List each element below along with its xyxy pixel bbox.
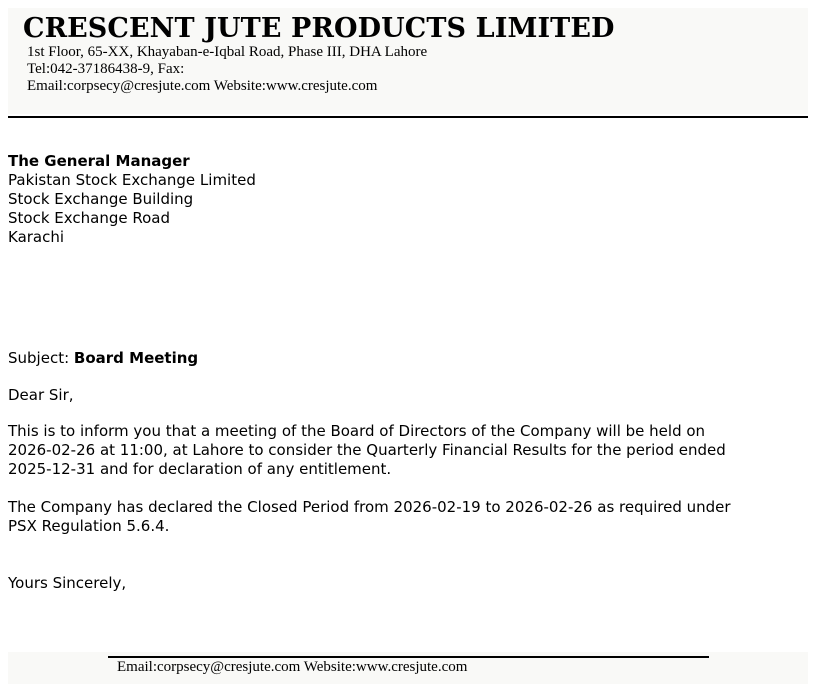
recipient-line: Stock Exchange Building (8, 190, 194, 208)
company-tel-fax: Tel:042-37186438-9, Fax: (27, 61, 185, 77)
recipient-line: Pakistan Stock Exchange Limited (8, 171, 256, 189)
paragraph-line: 2026-02-26 at 11:00, at Lahore to consider the Quarterly Financial Results for the period ended (8, 441, 726, 459)
body-paragraph (8, 498, 731, 536)
recipient-title: The General Manager (8, 152, 190, 170)
company-email-website: Email:corpsecy@cresjute.com Website:www.cresjute.com (27, 78, 378, 94)
company-address: 1st Floor, 65-XX, Khayaban-e-Iqbal Road, Phase III, DHA Lahore (27, 44, 428, 60)
header-divider (8, 116, 808, 118)
subject-label: Subject: (8, 349, 70, 367)
company-name: CRESCENT JUTE PRODUCTS LIMITED (23, 13, 615, 44)
subject-line (8, 349, 198, 368)
paragraph-line: 2025-12-31 and for declaration of any entitlement. (8, 460, 392, 478)
salutation: Dear Sir, (8, 386, 74, 404)
paragraph-line: PSX Regulation 5.6.4. (8, 517, 170, 535)
letterhead (8, 8, 808, 114)
footer-email-website: Email:corpsecy@cresjute.com Website:www.cresjute.com (117, 659, 468, 675)
body-paragraph (8, 422, 726, 479)
paragraph-line: This is to inform you that a meeting of the Board of Directors of the Company will be held on (8, 422, 706, 440)
subject-value: Board Meeting (73, 349, 199, 367)
footer-divider (108, 656, 709, 658)
recipient-line: Karachi (8, 228, 65, 246)
closing: Yours Sincerely, (8, 574, 127, 592)
recipient-block (8, 152, 256, 247)
recipient-line: Stock Exchange Road (8, 209, 170, 227)
letter-footer (8, 652, 808, 684)
paragraph-line: The Company has declared the Closed Period from 2026-02-19 to 2026-02-26 as required under (8, 498, 731, 516)
